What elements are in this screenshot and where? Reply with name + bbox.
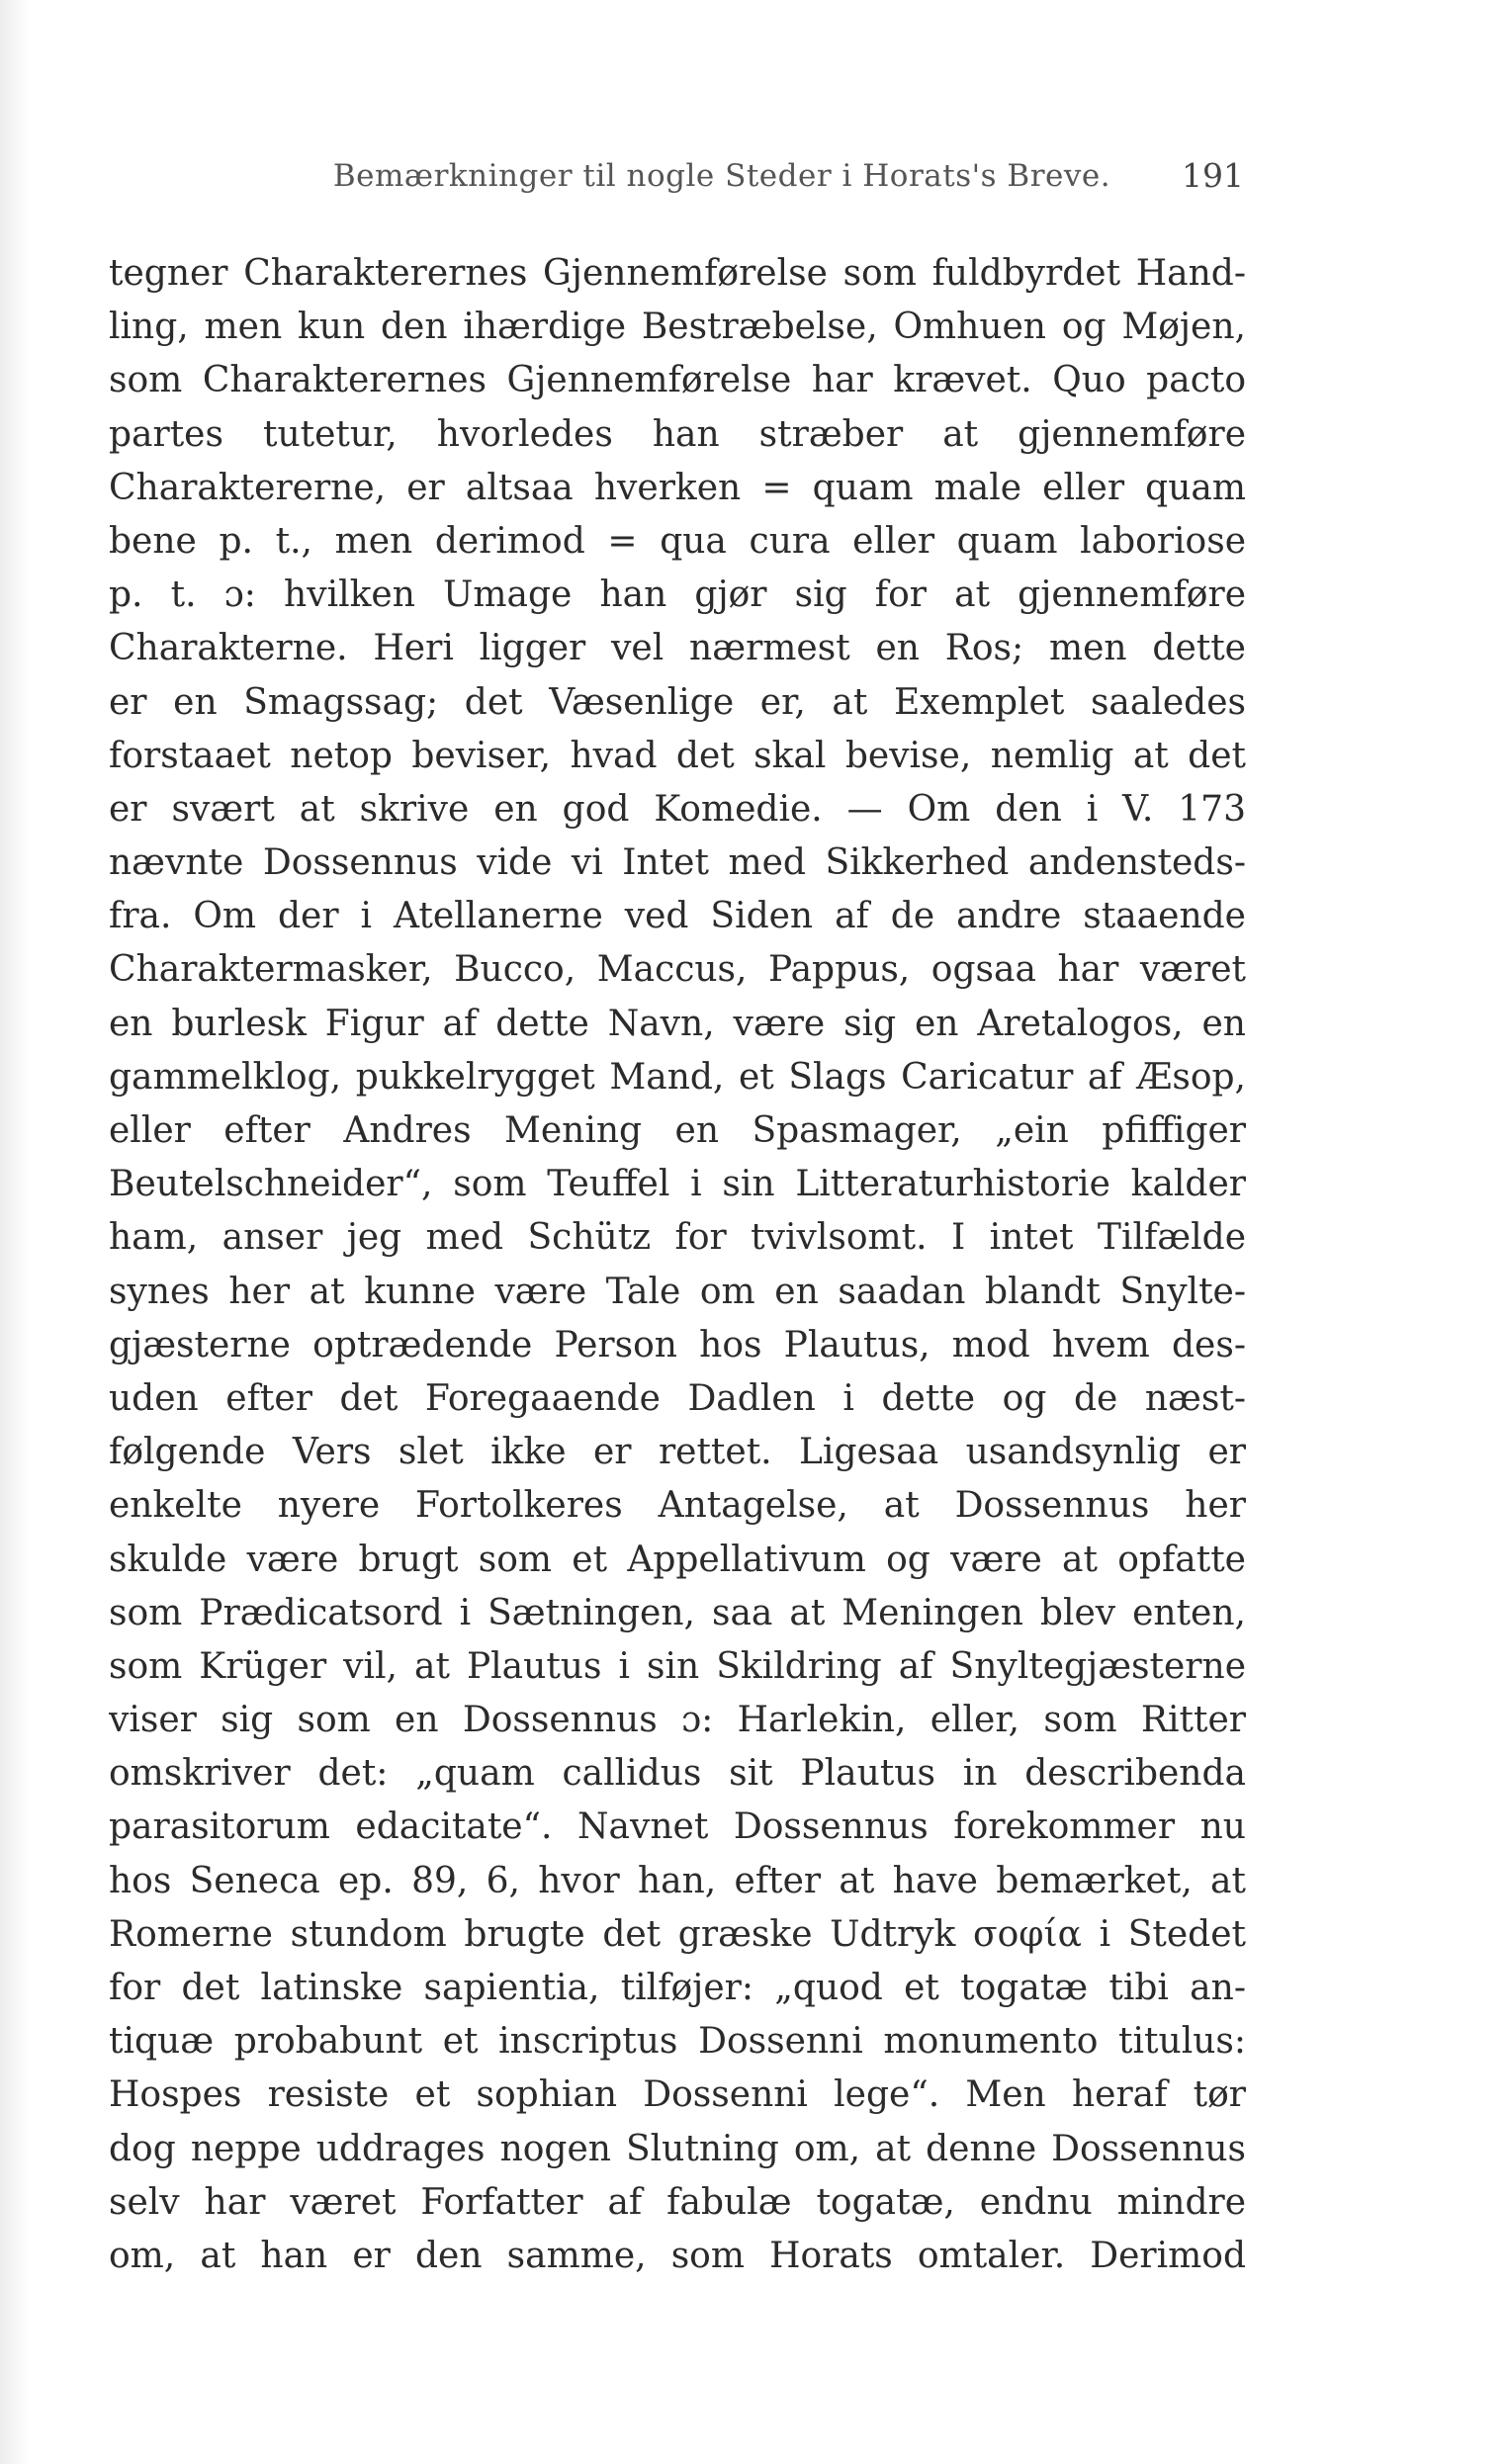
binding-shadow [0,0,30,2464]
text-line: Charakterne. Heri ligger vel nærmest en Ros; men dette [109,628,1246,669]
text-line: fra. Om der i Atellanerne ved Siden af de andre staaende [109,896,1246,937]
text-line: nævnte Dossennus vide vi Intet med Sikkerhed andensteds- [109,842,1246,884]
text-line: skulde være brugt som et Appellativum og være at opfatte [109,1539,1246,1580]
text-line: tegner Charakterernes Gjennemførelse som fuldbyrdet Hand- [109,253,1246,294]
body-text [109,247,1246,2283]
text-line: som Krüger vil, at Plautus i sin Skildring af Snyltegjæsterne [109,1645,1246,1687]
page-number: 191 [1182,156,1244,195]
text-line: forstaaet netop beviser, hvad det skal bevise, nemlig at det [109,735,1246,776]
text-line: en burlesk Figur af dette Navn, være sig en Aretalogos, en [109,1003,1246,1044]
text-line: partes tutetur, hvorledes han stræber at gjennemføre [109,413,1246,455]
text-line: følgende Vers slet ikke er rettet. Ligesaa usandsynlig er [109,1432,1246,1473]
text-line: uden efter det Foregaaende Dadlen i dette og de næst- [109,1377,1246,1419]
text-line: omskriver det: „quam callidus sit Plautus in describenda [109,1753,1246,1795]
text-line: gjæsterne optrædende Person hos Plautus, mod hvem des- [109,1324,1246,1365]
text-line: enkelte nyere Fortolkeres Antagelse, at Dossennus her [109,1485,1246,1527]
text-line: dog neppe uddrages nogen Slutning om, at denne Dossennus [109,2128,1246,2169]
text-line: p. t. ɔ: hvilken Umage han gjør sig for at gjennemføre [109,574,1246,616]
text-line: er en Smagssag; det Væsenlige er, at Exemplet saaledes [109,681,1246,723]
running-head: Bemærkninger til nogle Steder i Horats's Breve. [332,158,1111,194]
text-line: Charaktermasker, Bucco, Maccus, Pappus, ogsaa har været [109,949,1246,991]
text-line: for det latinske sapientia, tilføjer: „quod et togatæ tibi an- [109,1968,1246,2008]
text-line: er svært at skrive en god Komedie. — Om den i V. 173 [109,788,1246,830]
text-line: som Charakterernes Gjennemførelse har krævet. Quo pacto [109,360,1246,401]
text-line: Hospes resiste et sophian Dossenni lege“. Men heraf tør [109,2074,1246,2116]
text-line: viser sig som en Dossennus ɔ: Harlekin, eller, som Ritter [109,1700,1246,1741]
text-line: Charaktererne, er altsaa hverken = quam male eller quam [109,467,1246,508]
text-line: eller efter Andres Mening en Spasmager, „ein pfiffiger [109,1110,1246,1151]
text-line: parasitorum edacitate“. Navnet Dossennus forekommer nu [109,1806,1246,1848]
text-line: synes her at kunne være Tale om en saadan blandt Snylte- [109,1271,1246,1312]
text-line: bene p. t., men derimod = qua cura eller quam laboriose [109,520,1246,562]
text-line: om, at han er den samme, som Horats omtaler. Derimod [109,2235,1246,2276]
text-line: gammelklog, pukkelrygget Mand, et Slags Caricatur af Æsop, [109,1056,1246,1098]
text-line: Romerne stundom brugte det græske Udtryk σοφία i Stedet [109,1913,1246,1955]
text-line: hos Seneca ep. 89, 6, hvor han, efter at have bemærket, at [109,1860,1246,1901]
text-line: Beutelschneider“, som Teuffel i sin Litteraturhistorie kalder [109,1164,1246,1205]
text-line: som Prædicatsord i Sætningen, saa at Meningen blev enten, [109,1592,1246,1633]
text-line: selv har været Forfatter af fabulæ togatæ, endnu mindre [109,2181,1246,2223]
text-line: ling, men kun den ihærdige Bestræbelse, Omhuen og Møjen, [109,307,1246,348]
text-line: ham, anser jeg med Schütz for tvivlsomt. I intet Tilfælde [109,1217,1246,1259]
text-line: tiquæ probabunt et inscriptus Dossenni monumento titulus: [109,2021,1246,2063]
